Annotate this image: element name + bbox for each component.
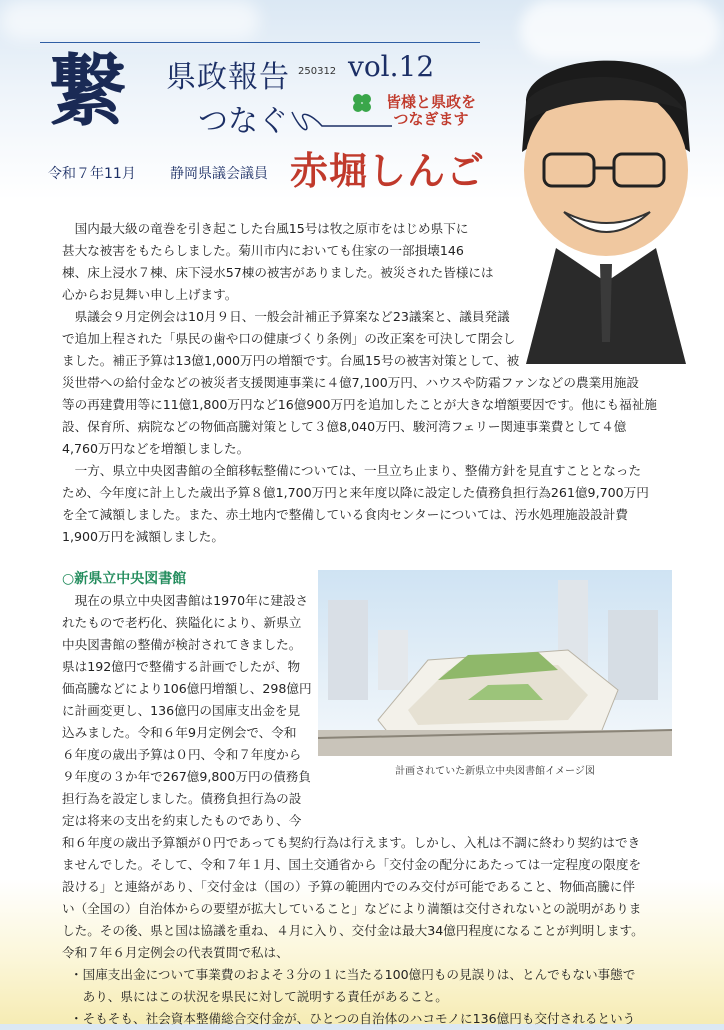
issue-code: 250312 bbox=[298, 66, 337, 77]
section-heading-library: ○新県立中央図書館 bbox=[62, 571, 187, 587]
text-line: ９年度の３か年で267億9,800万円の債務負 bbox=[62, 769, 311, 784]
text-line: 甚大な被害をもたらしました。菊川市内においても住家の一部損壊146 bbox=[62, 243, 464, 258]
image-caption: 計画されていた新県立中央図書館イメージ図 bbox=[395, 766, 595, 777]
masthead-kanji: 繋 bbox=[48, 46, 127, 137]
text-line: 和６年度の歳出予算額が０円であっても契約行為は行えます。しかし、入札は不調に終わり契約はでき bbox=[62, 835, 641, 850]
tagline-line: 皆様と県政を bbox=[385, 93, 476, 111]
text-line: 込みました。令和６年9月定例会で、令和 bbox=[62, 725, 297, 740]
text-line: 国内最大級の竜巻を引き起こした台風15号は牧之原市をはじめ県下に bbox=[62, 221, 469, 236]
text-line: 心からお見舞い申し上げます。 bbox=[62, 287, 238, 302]
intro-paragraph-3 bbox=[62, 460, 672, 548]
text-line: した。その後、県と国は協議を重ね、４月に入り、交付金は最大34億円程度になることが判明します。 bbox=[62, 923, 644, 938]
text-line: 価高騰などにより106億円増額し、298億円 bbox=[62, 681, 312, 696]
tagline bbox=[376, 94, 486, 128]
text-line: 県は192億円で整備する計画でしたが、物 bbox=[62, 659, 301, 674]
bullet-item bbox=[70, 964, 670, 1008]
library-paragraph-full bbox=[62, 832, 672, 964]
text-line: 設ける」と連絡があり、「交付金は（国の）予算の範囲内でのみ交付が可能であること、物価高騰に伴 bbox=[62, 879, 636, 894]
text-line: 県議会９月定例会は10月９日、一般会計補正予算案など23議案と、議員発議 bbox=[62, 309, 510, 324]
text-line: を全て減額しました。また、赤土地内で整備している食肉センターについては、汚水処理施設設計費 bbox=[62, 507, 628, 522]
library-paragraph-column bbox=[62, 590, 314, 832]
text-line: 中央図書館の整備が検討されてきました。 bbox=[62, 637, 302, 652]
text-line: あり、県にはこの状況を県民に対して説明する責任があること。 bbox=[70, 989, 448, 1004]
text-line: 定は将来の支出を約束したものであり、今 bbox=[62, 813, 302, 828]
report-title: 県政報告 bbox=[166, 60, 290, 95]
text-line: ため、今年度に計上した歳出予算８億1,700万円と来年度以降に設定した債務負担行為261億9,700万円 bbox=[62, 485, 649, 500]
issue-date: 令和７年11月 bbox=[48, 166, 136, 182]
text-line: 一方、県立中央図書館の全館移転整備については、一旦立ち止まり、整備方針を見直すこととなった bbox=[62, 463, 642, 478]
sky-cloud bbox=[0, 0, 260, 40]
text-line: に計画変更し、136億円の国庫支出金を見 bbox=[62, 703, 301, 718]
text-line: ・国庫支出金について事業費のおよそ３分の１に当たる100億円もの見誤りは、とんでもない事態で bbox=[70, 967, 636, 982]
text-line: 現在の県立中央図書館は1970年に建設さ bbox=[62, 593, 309, 608]
text-line: れたもので老朽化、狭隘化により、新県立 bbox=[62, 615, 302, 630]
text-line: ました。補正予算は13億1,000万円の増額です。台風15号の被害対策として、被 bbox=[62, 353, 520, 368]
tagline-line: つなぎます bbox=[393, 110, 469, 128]
text-line: 棟、床上浸水７棟、床下浸水57棟の被害がありました。被災された皆様には bbox=[62, 265, 494, 280]
header-rule bbox=[40, 42, 480, 43]
text-line: い（全国の）自治体からの要望が拡大していること」などにより満額は交付されないとの説明がありま bbox=[62, 901, 642, 916]
volume-number: vol.12 bbox=[348, 50, 435, 83]
clover-icon bbox=[350, 92, 374, 114]
text-line: 4,760万円などを増額しました。 bbox=[62, 441, 250, 456]
tsunagu-title: つなぐ bbox=[198, 104, 288, 139]
text-line: 等の再建費用等に11億1,800万円など16億900万円を追加したことが大きな増額要因です。他にも福祉施 bbox=[62, 397, 657, 412]
text-line: で追加上程された「県民の歯や口の健康づくり条例」の改正案を可決して閉会し bbox=[62, 331, 516, 346]
author-role: 静岡県議会議員 bbox=[170, 166, 268, 182]
text-line: ・そもそも、社会資本整備総合交付金が、ひとつの自治体のハコモノに136億円も交付されるという bbox=[70, 1011, 636, 1026]
library-rendering-image bbox=[318, 570, 672, 756]
text-line: 担行為を設定しました。債務負担行為の設 bbox=[62, 791, 302, 806]
intro-paragraph-2 bbox=[62, 306, 672, 460]
text-line: ませんでした。そして、令和７年１月、国土交通省から「交付金の配分にあたっては一定程度の限度を bbox=[62, 857, 642, 872]
author-name: 赤堀しんご bbox=[290, 149, 486, 193]
intro-paragraph-1 bbox=[62, 218, 512, 306]
text-line: 災世帯への給付金などの被災者支援関連事業に４億7,100万円、ハウスや防霜ファンなどの農業用施設 bbox=[62, 375, 639, 390]
bullet-item bbox=[70, 1008, 670, 1030]
text-line: 1,900万円を減額しました。 bbox=[62, 529, 224, 544]
text-line: 令和７年６月定例会の代表質問で私は、 bbox=[62, 945, 289, 960]
text-line: ６年度の歳出予算は０円、令和７年度から bbox=[62, 747, 302, 762]
text-line: 設、保育所、病院などの物価高騰対策として３億8,040万円、駿河湾フェリー関連事業費として４億 bbox=[62, 419, 627, 434]
